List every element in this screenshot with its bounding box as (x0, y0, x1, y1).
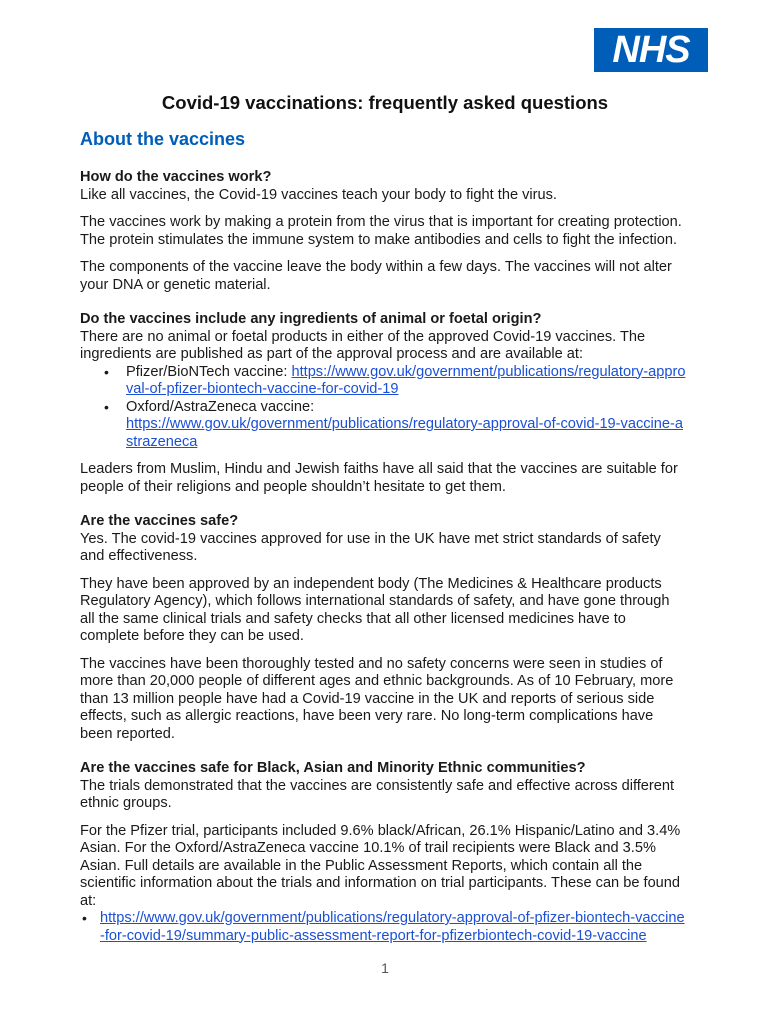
document-body (80, 128, 688, 962)
question-heading: Do the vaccines include any ingredients of animal or foetal origin? (80, 311, 542, 327)
faq-bame-safety (80, 760, 688, 945)
list-item (100, 910, 688, 945)
question-heading: Are the vaccines safe? (80, 513, 239, 529)
answer-paragraph: For the Pfizer trial, participants included 9.6% black/African, 26.1% Hispanic/Latino and 3.4% Asian. For the Oxford/AstraZeneca vaccine 10.1% of trail recipients were Black and 3.5% Asian. Full details are available in the Public Assessment Reports, which contain all the scientific information about the trials and information on trial participants. These can be found at: (80, 822, 681, 909)
list-item (126, 364, 688, 399)
list-item (126, 399, 688, 452)
link-list (80, 910, 688, 945)
answer-paragraph: Leaders from Muslim, Hindu and Jewish faiths have all said that the vaccines are suitable for people of their religions and people shouldn’t hesitate to get them. (80, 461, 678, 495)
answer-paragraph: They have been approved by an independent body (The Medicines & Healthcare products Regulatory Agency), which follows international standards of safety, and have gone through all the same clinical trials and safety checks that all other licensed medicines have to complete before they can be used. (80, 575, 670, 644)
astrazeneca-approval-link[interactable]: https://www.gov.uk/government/publications/regulatory-approval-of-covid-19-vaccine-astrazeneca (126, 416, 683, 450)
section-heading: About the vaccines (80, 129, 246, 149)
answer-paragraph: There are no animal or foetal products in either of the approved Covid-19 vaccines. The ingredients are published as part of the approval process and are available at: (80, 328, 646, 362)
answer-paragraph: Yes. The covid-19 vaccines approved for use in the UK have met strict standards of safety and effectiveness. (80, 530, 661, 564)
faq-vaccines-safe (80, 513, 688, 743)
question-heading: How do the vaccines work? (80, 169, 272, 185)
answer-paragraph: Like all vaccines, the Covid-19 vaccines teach your body to fight the virus. (80, 186, 557, 203)
faq-ingredients-origin (80, 311, 688, 496)
faq-how-vaccines-work (80, 169, 688, 294)
page-number: 1 (381, 960, 389, 976)
page-title: Covid-19 vaccinations: frequently asked questions (161, 92, 609, 113)
question-heading: Are the vaccines safe for Black, Asian and Minority Ethnic communities? (80, 760, 586, 776)
answer-paragraph: The vaccines work by making a protein from the virus that is important for creating protection. The protein stimulates the immune system to make antibodies and cells to fight the infection. (80, 214, 682, 248)
answer-paragraph: The vaccines have been thoroughly tested and no safety concerns were seen in studies of more than 20,000 people of different ages and ethnic backgrounds. As of 10 February, more than 13 million people have had a Covid-19 vaccine in the UK and reports of serious side effects, such as allergic reactions, have been very rare. No long-term complications have been reported. (80, 655, 674, 742)
answer-paragraph: The trials demonstrated that the vaccines are consistently safe and effective across different ethnic groups. (80, 777, 675, 811)
list-item-label: Oxford/AstraZeneca vaccine: (126, 398, 315, 415)
pfizer-approval-link[interactable]: https://www.gov.uk/government/publications/regulatory-approval-of-pfizer-biontech-vaccine-for-covid-19 (126, 363, 686, 397)
nhs-logo-text: NHS (612, 29, 690, 71)
nhs-logo (594, 28, 708, 72)
list-item-label: Pfizer/BioNTech vaccine: (126, 363, 292, 380)
link-list (80, 364, 688, 452)
answer-paragraph: The components of the vaccine leave the body within a few days. The vaccines will not alter your DNA or genetic material. (80, 259, 672, 293)
pfizer-assessment-report-link[interactable]: https://www.gov.uk/government/publications/regulatory-approval-of-pfizer-biontech-vaccine-for-covid-19/summary-public-assessment-report-for-pfizerbiontech-covid-19-vaccine (100, 910, 685, 944)
